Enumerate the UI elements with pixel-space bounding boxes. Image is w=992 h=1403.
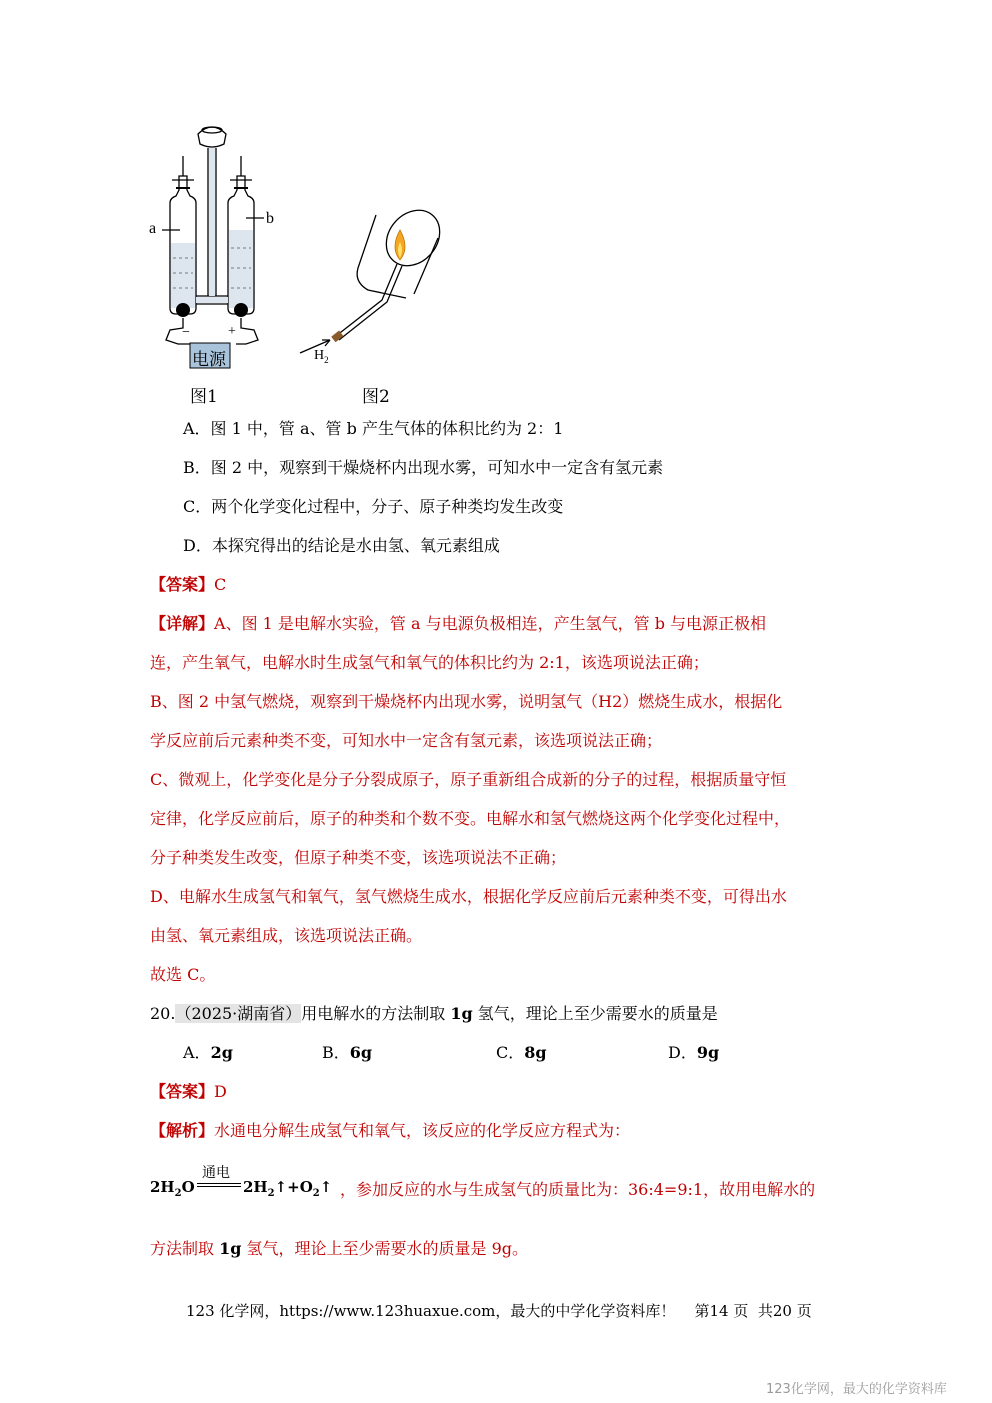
answer-20: 【答案】D (150, 1082, 227, 1101)
detail-line-2: 连，产生氧气，电解水时生成氢气和氧气的体积比约为 2:1，该选项说法正确； (150, 653, 709, 672)
page-footer: 123 化学网，https://www.123huaxue.com，最大的中学化学资料库！ 第14 页 共20 页 (186, 1302, 812, 1320)
detail-tag: 【详解】 (150, 614, 215, 633)
q20-option-c: C．8g (496, 1043, 547, 1062)
detail-line-3: B、图 2 中氢气燃烧，观察到干燥烧杯内出现水雾，说明氢气（H2）燃烧生成水，根据化 (150, 692, 783, 711)
question-number: 20. (150, 1004, 176, 1023)
question-source: （2025·湖南省） (175, 1004, 302, 1023)
figure1-label-a: a (149, 220, 157, 237)
figure1-caption: 图1 (190, 387, 218, 407)
answer-19 (150, 572, 226, 595)
detail-line-4: 学反应前后元素种类不变，可知水中一定含有氢元素，该选项说法正确； (150, 731, 663, 750)
equation-condition: 通电 (202, 1165, 230, 1181)
figure2-hydrogen-burning (296, 200, 456, 360)
figure1-minus-sign: − (182, 325, 190, 340)
answer-value: C (214, 575, 227, 594)
option-c: C．两个化学变化过程中，分子、原子种类均发生改变 (183, 497, 564, 516)
figure1-power-label: 电源 (192, 350, 226, 370)
analysis-line-1: 【解析】水通电分解生成氢气和氧气，该反应的化学反应方程式为： (150, 1121, 631, 1140)
equation-equals-line (197, 1183, 241, 1187)
analysis-line-3: 方法制取 1g 氢气，理论上至少需要水的质量是 9g。 (150, 1239, 529, 1258)
option-d: D．本探究得出的结论是水由氢、氧元素组成 (183, 536, 500, 555)
option-b: B．图 2 中，观察到干燥烧杯内出现水雾，可知水中一定含有氢元素 (183, 458, 664, 477)
detail-line-1: 【详解】A、图 1 是电解水实验，管 a 与电源负极相连，产生氢气，管 b 与电源正极相 (150, 614, 767, 633)
figure2-h2-label: $H_2$ (314, 348, 329, 365)
figure1-plus-sign: + (228, 324, 236, 339)
detail-line-7: 分子种类发生改变，但原子种类不变，该选项说法不正确； (150, 848, 567, 867)
watermark: 123化学网，最大的化学资料库 (766, 1382, 947, 1397)
figure1-label-b: b (266, 210, 274, 227)
detail-line-5: C、微观上，化学变化是分子分裂成原子，原子重新组合成新的分子的过程，根据质量守恒 (150, 770, 787, 789)
figure1-electrolysis-apparatus (140, 118, 290, 373)
answer-tag: 【答案】 (150, 575, 215, 594)
detail-line-6: 定律，化学反应前后，原子的种类和个数不变。电解水和氢气燃烧这两个化学变化过程中， (150, 809, 791, 828)
figure2-caption: 图2 (362, 387, 390, 407)
q20-option-d: D．9g (668, 1043, 720, 1062)
detail-line-9: 由氢、氧元素组成，该选项说法正确。 (150, 926, 423, 945)
chemical-equation: $2H_2O$ 通电 $2H_2↑+O_2↑$ (150, 1162, 350, 1202)
analysis-line-2: ，参加反应的水与生成氢气的质量比为：36:4=9:1，故用电解水的 (340, 1180, 816, 1199)
q20-option-a: A．2g (183, 1043, 233, 1062)
q20-option-b: B．6g (322, 1043, 373, 1062)
option-a: A．图 1 中，管 a、管 b 产生气体的体积比约为 2：1 (183, 419, 564, 438)
detail-line-10: 故选 C。 (150, 965, 216, 984)
analysis-tag: 【解析】 (150, 1121, 215, 1140)
question-20-stem: 20.（2025·湖南省）用电解水的方法制取 1g 氢气，理论上至少需要水的质量是 (150, 1004, 718, 1023)
detail-line-8: D、电解水生成氢气和氧气，氢气燃烧生成水，根据化学反应前后元素种类不变，可得出水 (150, 887, 787, 906)
